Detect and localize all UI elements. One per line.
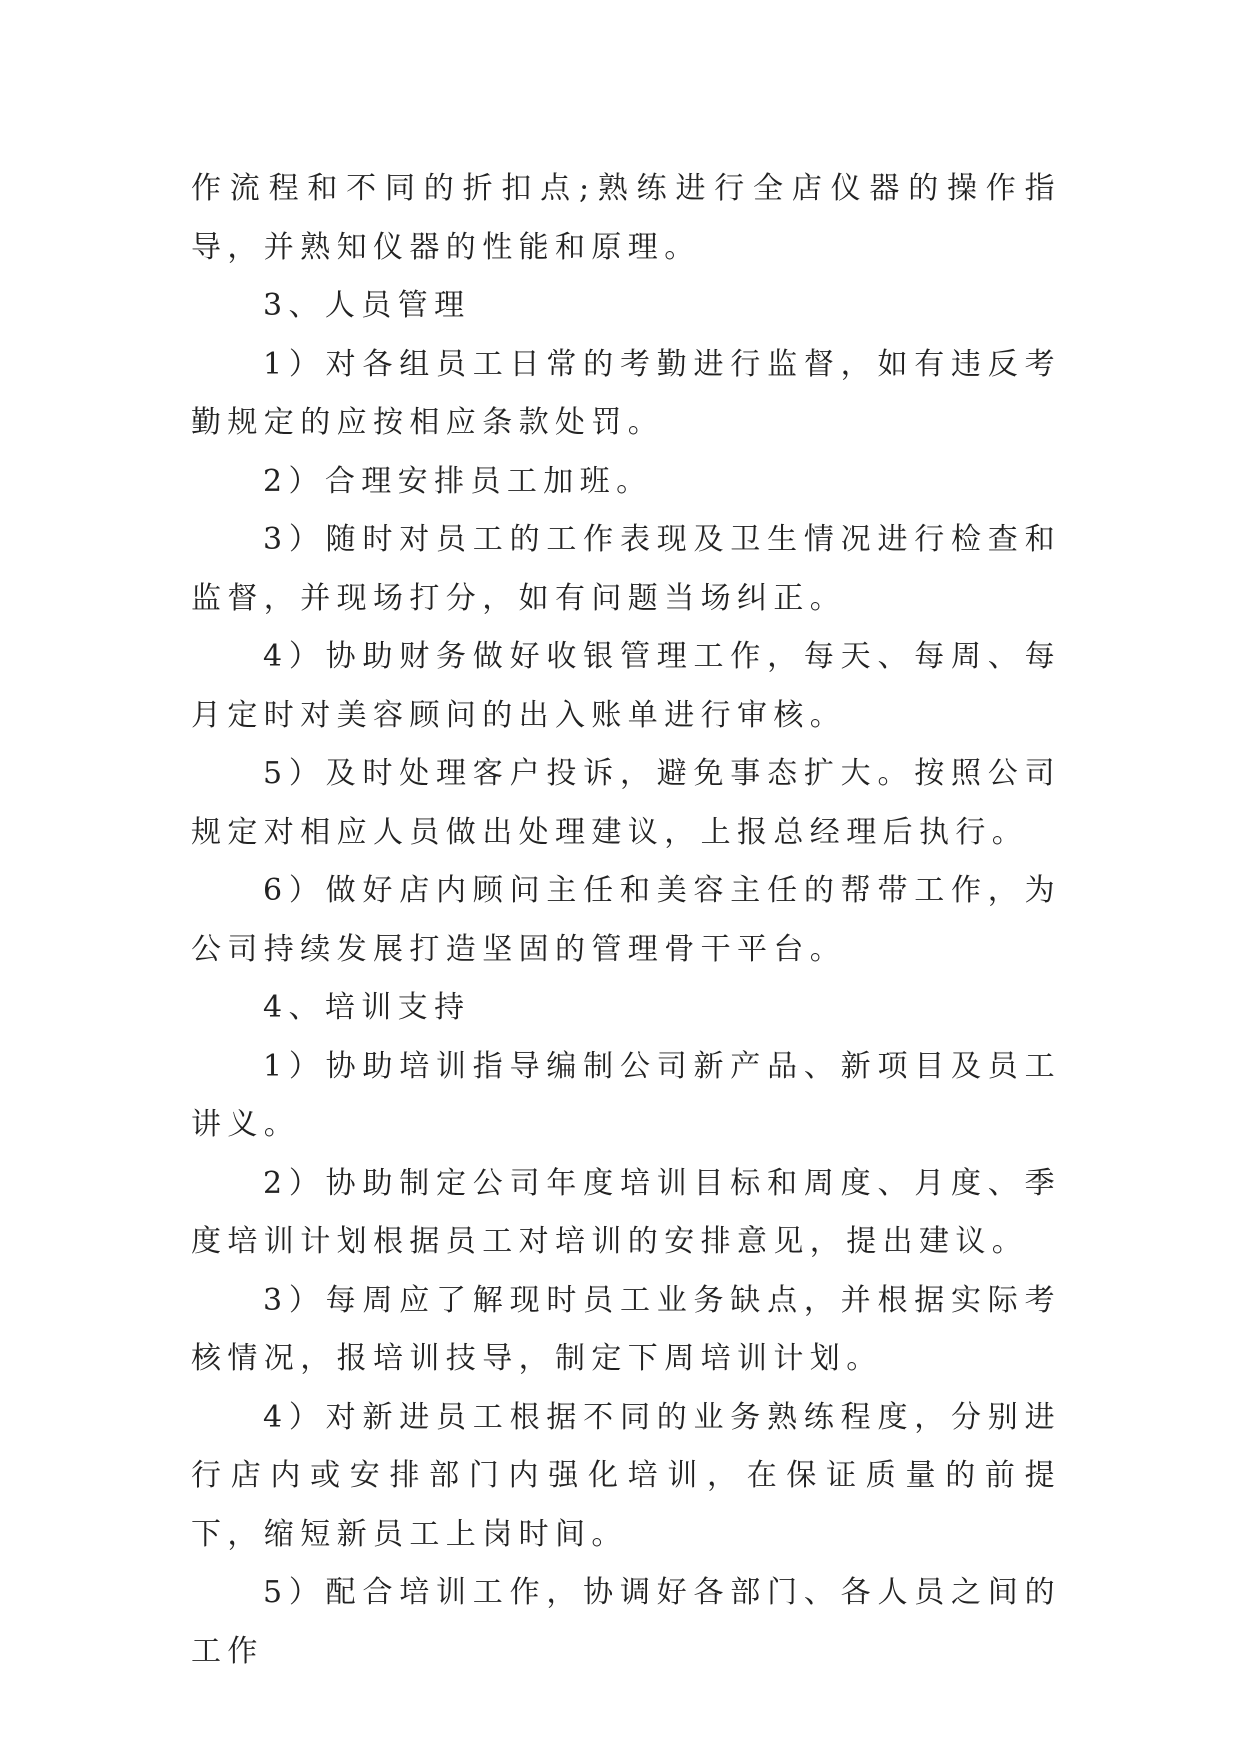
document-body <box>191 160 1061 1681</box>
paragraph: 2）合理安排员工加班。 <box>263 463 653 499</box>
section-heading: 4、培训支持 <box>263 990 471 1025</box>
paragraph: 3）每周应了解现时员工业务缺点，并根据实际考核情况，报培训技导，制定下周培训计划。 <box>191 1282 1061 1376</box>
paragraph: 4）协助财务做好收银管理工作，每天、每周、每月定时对美容顾问的出入账单进行审核。 <box>191 639 1061 733</box>
paragraph: 5）配合培训工作，协调好各部门、各人员之间的工作 <box>191 1575 1061 1669</box>
paragraph: 2）协助制定公司年度培训目标和周度、月度、季度培训计划根据员工对培训的安排意见，提出建议。 <box>191 1165 1061 1259</box>
paragraph: 6）做好店内顾问主任和美容主任的帮带工作，为公司持续发展打造坚固的管理骨干平台。 <box>191 873 1061 967</box>
paragraph: 作流程和不同的折扣点;熟练进行全店仪器的操作指导，并熟知仪器的性能和原理。 <box>191 171 1061 265</box>
paragraph: 4）对新进员工根据不同的业务熟练程度，分别进行店内或安排部门内强化培训，在保证质量的前提下，缩短新员工上岗时间。 <box>191 1399 1061 1552</box>
paragraph: 1）协助培训指导编制公司新产品、新项目及员工讲义。 <box>191 1048 1061 1142</box>
paragraph: 1）对各组员工日常的考勤进行监督，如有违反考勤规定的应按相应条款处罚。 <box>191 346 1061 440</box>
section-heading: 3、人员管理 <box>263 288 471 323</box>
paragraph: 5）及时处理客户投诉，避免事态扩大。按照公司规定对相应人员做出处理建议，上报总经理后执行。 <box>191 756 1061 850</box>
paragraph: 3）随时对员工的工作表现及卫生情况进行检查和监督，并现场打分，如有问题当场纠正。 <box>191 522 1061 616</box>
